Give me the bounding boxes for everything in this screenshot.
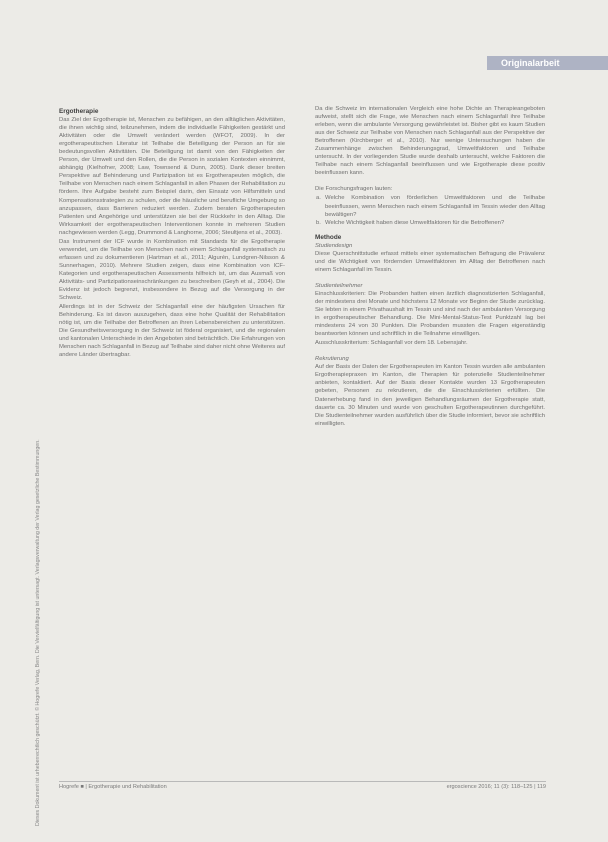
question-mark-a: a. <box>316 195 321 202</box>
questions-intro: Die Forschungsfragen lauten: <box>315 186 393 193</box>
research-question-a <box>316 194 545 218</box>
left-paragraph-1: Das Ziel der Ergotherapie ist, Menschen zu befähigen, an den alltäglichen Aktivitäten, die ihnen wichtig sind, teilzunehmen, indem die individuelle Fähigkeiten gestärkt und Aktivitäten oder die Umwelt verändert werden (WFOT, 2009). In der ergotherapeutischen Literatur ist Teilhabe die Beteiligung der Person an für sie bedeutungsvollen Aktivitäten. Die Beteiligung ist damit von den Fähigkeiten der Person, der Umwelt und den Rollen, die die Person in sozialen Kontexten einnimmt, abhängig (Kielhofner, 2008; Law, Townsend & Dunn, 2005). Dank dieser breiten Perspektive auf Behinderung und Partizipation ist es Ergotherapeuten möglich, die Teilhabe von Menschen nach einem Schlaganfall in allen Phasen der Rehabilitation zu fördern. Ihre Aufgabe besteht zum Beispiel darin, den Einsatz von Hilfsmitteln und Kompensationsstrategien zu schulen, oder die häusliche und berufliche Umgebung so anzupassen, dass Barrieren reduziert werden. Zudem beraten Ergotherapeuten Patienten und Angehörige und unterstützen sie bei der Rückkehr in den Alltag. Die Wirksamkeit der ergotherapeutischen Interventionen konnte in mehreren Studien nachgewiesen werden (Legg, Drummond & Langhorne, 2006; Steultjens et al., 2003). <box>59 117 285 236</box>
right-intro-paragraph: Da die Schweiz im internationalen Vergleich eine hohe Dichte an Therapieangeboten aufweist, stellt sich die Frage, wie Menschen nach einem Schlaganfall ihre Teilhabe erleben, wenn die ambulante Versorgung gewährleistet ist. Bisher gibt es kaum Studien aus der Schweiz zur Teilhabe von Menschen nach Schlaganfall aus der Perspektive der Betroffenen (Kirchberger et al., 2010). Nur wenige Untersuchungen haben die Zusammenhänge zwischen Behinderungsgrad, Umweltfaktoren und Teilhabe untersucht. In der vorliegenden Studie wurde deshalb untersucht, welche Faktoren die Teilhabe nach einem Schlaganfall beeinflussen und wie Ergotherapie diese positiv beeinflussen kann. <box>315 106 545 177</box>
copyright-side-note: Dieses Dokument ist urheberrechtlich geschützt. © Hogrefe Verlag, Bern. Die Vervielfältigung ist untersagt. Verlagsverwaltung der Verlag gesetzliche Bestimmungen. <box>35 439 41 826</box>
research-questions-list <box>315 194 545 226</box>
footer-rule <box>59 781 546 782</box>
left-column <box>59 108 285 360</box>
research-question-b <box>316 219 545 227</box>
section-label: Originalarbeit <box>501 58 560 68</box>
recruitment-heading: Rekrutierung <box>315 356 349 363</box>
left-paragraph-3: Allerdings ist in der Schweiz der Schlaganfall eine der häufigsten Ursachen für Behinderung. Es ist davon auszugehen, dass eine hohe Qualität der Rehabilitation nötig ist, um die Teilhabe der Betroffenen an ihren Lebensbereichen zu unterstützen. Die Gesundheitsversorgung in der Schweiz ist föderal organisiert, und die regionalen und kantonalen Unterschiede in den Angeboten sind beträchtlich. Die Erfahrungen von Menschen nach Schlaganfall in Bezug auf Teilhabe sind daher nicht ohne Weiteres auf andere Länder übertragbar. <box>59 304 285 359</box>
section-header-bar <box>487 56 608 70</box>
footer-journal-name: Hogrefe ■ | Ergotherapie und Rehabilitation <box>59 784 167 790</box>
inclusion-paragraph: Einschlusskriterien: Die Probanden hatten einen ärztlich diagnostizierten Schlaganfall, der mindestens drei Monate und höchstens 12 Monate vor Beginn der Studie zurücklag. Sie lebten in einem Privathaushalt im Tessin und sind nach der ambulanten Versorgung in ergotherapeutischer Behandlung. Die Mini-Mental-Status-Test Punktzahl lag bei mindestens 24 von 30 Punkten. Die Probanden mussten die Fragen eigenständig beantworten können und schriftlich in die Teilnahme einwilligen. <box>315 290 545 338</box>
exclusion-paragraph: Ausschlusskriterium: Schlaganfall vor dem 18. Lebensjahr. <box>315 340 468 347</box>
question-mark-b: b. <box>316 219 321 226</box>
question-text-a: Welche Kombination von förderlichen Umweltfaktoren und die Teilhabe beeinflussen, wenn Menschen nach einem Schlaganfall im Tessin wieder den Alltag bewältigen? <box>325 195 545 218</box>
right-column <box>315 105 545 429</box>
footer-citation: ergoscience 2016; 11 (3): 118–125 | 119 <box>446 784 546 790</box>
design-paragraph: Diese Querschnittstudie erfasst mittels einer systematischen Befragung die Prävalenz und die Wichtigkeit von fördernden Umweltfaktoren im Alltag der Betroffenen nach einem Schlaganfall im Tessin. <box>315 250 545 273</box>
recruitment-paragraph: Auf der Basis der Daten der Ergotherapeuten im Kanton Tessin wurden alle ambulanten Ergotherapiepraxen im Kanton, die Therapien für potenzielle Studienteilnehmer anbieten, kontaktiert. Auf der Basis dieser Kontakte wurden 13 Ergotherapeuten gebeten, Personen zu rekrutieren, die die Einschlusskriterien erfüllten. Die Datenerhebung fand in den jeweiligen Behandlungsräumen der Ergotherapie statt, dauerte ca. 30 Minuten und wurde von geschulten Ergotherapeutinnen durchgeführt. Die Studienteilnehmer wurden ausführlich über die Studie informiert, bevor sie schriftlich einwilligten. <box>315 364 545 427</box>
ergotherapy-heading: Ergotherapie <box>59 108 99 115</box>
question-text-b: Welche Wichtigkeit haben diese Umweltfaktoren für die Betroffenen? <box>325 219 505 226</box>
methods-heading: Methode <box>315 233 342 241</box>
left-paragraph-2: Das Instrument der ICF wurde in Kombination mit Standards für die Ergotherapie verwendet, um die Teilhabe von Menschen nach einem Schlaganfall systematisch zu erfassen und zu dokumentieren (Hartman et al., 2011; Algurén, Lundgren-Nilsson & Sunnerhagen, 2010). Mehrere Studien zeigen, dass eine Kombination von ICF-Kategorien und ergotherapeutischen Assessments hilfreich ist, um das Ausmaß von Aktivitäts- und Partizipationseinschränkungen zu beschreiben (Geyh et al., 2004). Die Evidenz ist jedoch begrenzt, insbesondere in Bezug auf die Versorgung in der Schweiz. <box>59 238 285 302</box>
design-heading: Studiendesign <box>315 242 353 249</box>
participants-heading: Studienteilnehmer <box>315 282 363 289</box>
